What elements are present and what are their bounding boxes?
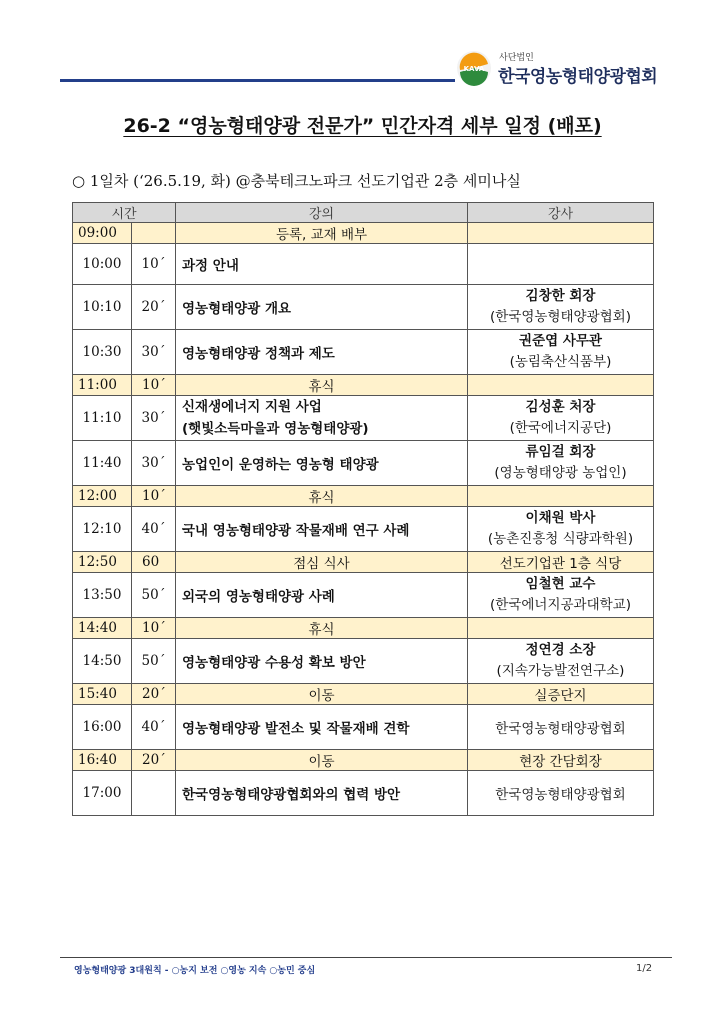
- lecturer-name: 정연경 소장: [525, 642, 596, 658]
- footer-rule: [60, 957, 672, 958]
- time-cell: 11:40: [73, 441, 132, 486]
- table-row: [73, 285, 654, 330]
- time-cell: 14:40: [73, 618, 132, 639]
- lecturer-name: 김성훈 처장: [525, 399, 596, 415]
- lecture-cell: 과정 안내: [176, 244, 468, 285]
- page-title: 26-2 “영농형태양광 전문가” 민간자격 세부 일정 (배포): [123, 115, 602, 137]
- footer-principles: 영농형태양광 3대원칙 - ○농지 보전 ○영농 지속 ○농민 중심: [74, 966, 316, 976]
- lecture-cell: 농업인이 운영하는 영농형 태양광: [176, 441, 468, 486]
- duration-cell: 30´: [132, 441, 176, 486]
- lecture-line: (햇빛소득마을과 영농형태양광): [182, 421, 369, 437]
- lecture-cell: 영농형태양광 정책과 제도: [176, 330, 468, 375]
- header-time: 시간: [73, 203, 176, 223]
- duration-cell: 10´: [132, 244, 176, 285]
- org-type-label: 사단법인: [499, 53, 534, 63]
- lecturer-cell: [468, 375, 654, 396]
- lecturer-affiliation: (지속가능발전연구소): [496, 663, 625, 679]
- table-row: [73, 223, 654, 244]
- lecturer-cell: [468, 223, 654, 244]
- lecturer-name: 이채원 박사: [525, 510, 596, 526]
- lecturer-cell: 한국영농형태양광협회: [468, 705, 654, 750]
- duration-cell: 10´: [132, 618, 176, 639]
- org-name: 한국영농형태양광협회: [498, 67, 658, 87]
- time-cell: 10:10: [73, 285, 132, 330]
- schedule-table: [72, 202, 654, 816]
- duration-cell: 50´: [132, 573, 176, 618]
- lecturer-affiliation: (농림축산식품부): [509, 354, 612, 370]
- lecturer-cell: [468, 244, 654, 285]
- lecturer-affiliation: (한국에너지공단): [509, 420, 612, 436]
- time-cell: 10:30: [73, 330, 132, 375]
- table-row: [73, 705, 654, 750]
- duration-cell: 10´: [132, 375, 176, 396]
- lecture-cell: 이동: [176, 684, 468, 705]
- duration-cell: 60: [132, 552, 176, 573]
- page-number: 1/2: [636, 963, 653, 974]
- table-row: [73, 639, 654, 684]
- lecturer-cell: [468, 330, 654, 375]
- table-row: [73, 244, 654, 285]
- table-row: [73, 396, 654, 441]
- header-lecturer: 강사: [468, 203, 654, 223]
- duration-cell: 50´: [132, 639, 176, 684]
- table-row: [73, 750, 654, 771]
- lecturer-cell: 실증단지: [468, 684, 654, 705]
- time-cell: 12:10: [73, 507, 132, 552]
- duration-cell: 10´: [132, 486, 176, 507]
- lecture-cell: 휴식: [176, 486, 468, 507]
- time-cell: 10:00: [73, 244, 132, 285]
- header-rule: [60, 79, 455, 82]
- lecturer-affiliation: (한국에너지공과대학교): [490, 597, 631, 613]
- lecturer-cell: [468, 441, 654, 486]
- lecture-cell: 점심 식사: [176, 552, 468, 573]
- time-cell: 15:40: [73, 684, 132, 705]
- lecture-cell: 국내 영농형태양광 작물재배 연구 사례: [176, 507, 468, 552]
- time-cell: 13:50: [73, 573, 132, 618]
- lecturer-cell: [468, 573, 654, 618]
- time-cell: 17:00: [73, 771, 132, 816]
- lecture-cell: 영농형태양광 개요: [176, 285, 468, 330]
- table-row: [73, 375, 654, 396]
- lecturer-affiliation: (한국영농형태양광협회): [490, 309, 631, 325]
- kava-logo-icon: [456, 50, 492, 86]
- table-row: [73, 771, 654, 816]
- lecturer-cell: 선도기업관 1층 식당: [468, 552, 654, 573]
- table-row: [73, 552, 654, 573]
- table-header-row: [73, 203, 654, 223]
- lecture-cell: 한국영농형태양광협회와의 협력 방안: [176, 771, 468, 816]
- day-info: ○ 1일차 (‘26.5.19, 화) @충북테크노파크 선도기업관 2층 세미나실: [72, 172, 521, 190]
- lecturer-cell: [468, 618, 654, 639]
- table-row: [73, 684, 654, 705]
- time-cell: 11:00: [73, 375, 132, 396]
- lecturer-name: 류임걸 회장: [525, 444, 596, 460]
- lecturer-cell: [468, 396, 654, 441]
- duration-cell: 20´: [132, 684, 176, 705]
- lecture-cell: 등록, 교재 배부: [176, 223, 468, 244]
- table-row: [73, 618, 654, 639]
- header-lecture: 강의: [176, 203, 468, 223]
- lecturer-cell: 한국영농형태양광협회: [468, 771, 654, 816]
- time-cell: 09:00: [73, 223, 132, 244]
- lecture-cell: 휴식: [176, 618, 468, 639]
- duration-cell: 40´: [132, 507, 176, 552]
- time-cell: 12:50: [73, 552, 132, 573]
- lecture-cell: 이동: [176, 750, 468, 771]
- lecturer-cell: [468, 639, 654, 684]
- lecture-cell: 영농형태양광 수용성 확보 방안: [176, 639, 468, 684]
- lecturer-cell: [468, 486, 654, 507]
- lecturer-name: 김창한 회장: [525, 288, 596, 304]
- time-cell: 16:40: [73, 750, 132, 771]
- lecture-cell: 외국의 영농형태양광 사례: [176, 573, 468, 618]
- duration-cell: 40´: [132, 705, 176, 750]
- lecturer-cell: [468, 285, 654, 330]
- lecturer-cell: [468, 507, 654, 552]
- svg-text:KAVA: KAVA: [463, 65, 485, 73]
- time-cell: 11:10: [73, 396, 132, 441]
- lecturer-name: 임철현 교수: [525, 576, 596, 592]
- lecture-cell: 휴식: [176, 375, 468, 396]
- time-cell: 14:50: [73, 639, 132, 684]
- duration-cell: 30´: [132, 330, 176, 375]
- time-cell: 12:00: [73, 486, 132, 507]
- duration-cell: [132, 771, 176, 816]
- table-row: [73, 573, 654, 618]
- table-row: [73, 330, 654, 375]
- duration-cell: 20´: [132, 285, 176, 330]
- lecturer-affiliation: (영농형태양광 농업인): [494, 465, 627, 481]
- lecturer-name: 권준엽 사무관: [519, 333, 602, 349]
- time-cell: 16:00: [73, 705, 132, 750]
- lecture-cell: [176, 396, 468, 441]
- table-row: [73, 486, 654, 507]
- lecture-line: 신재생에너지 지원 사업: [182, 399, 322, 415]
- duration-cell: [132, 223, 176, 244]
- lecturer-cell: 현장 간담회장: [468, 750, 654, 771]
- lecture-cell: 영농형태양광 발전소 및 작물재배 견학: [176, 705, 468, 750]
- table-row: [73, 507, 654, 552]
- lecturer-affiliation: (농촌진흥청 식량과학원): [487, 531, 634, 547]
- schedule-body: [73, 223, 654, 816]
- duration-cell: 20´: [132, 750, 176, 771]
- table-row: [73, 441, 654, 486]
- duration-cell: 30´: [132, 396, 176, 441]
